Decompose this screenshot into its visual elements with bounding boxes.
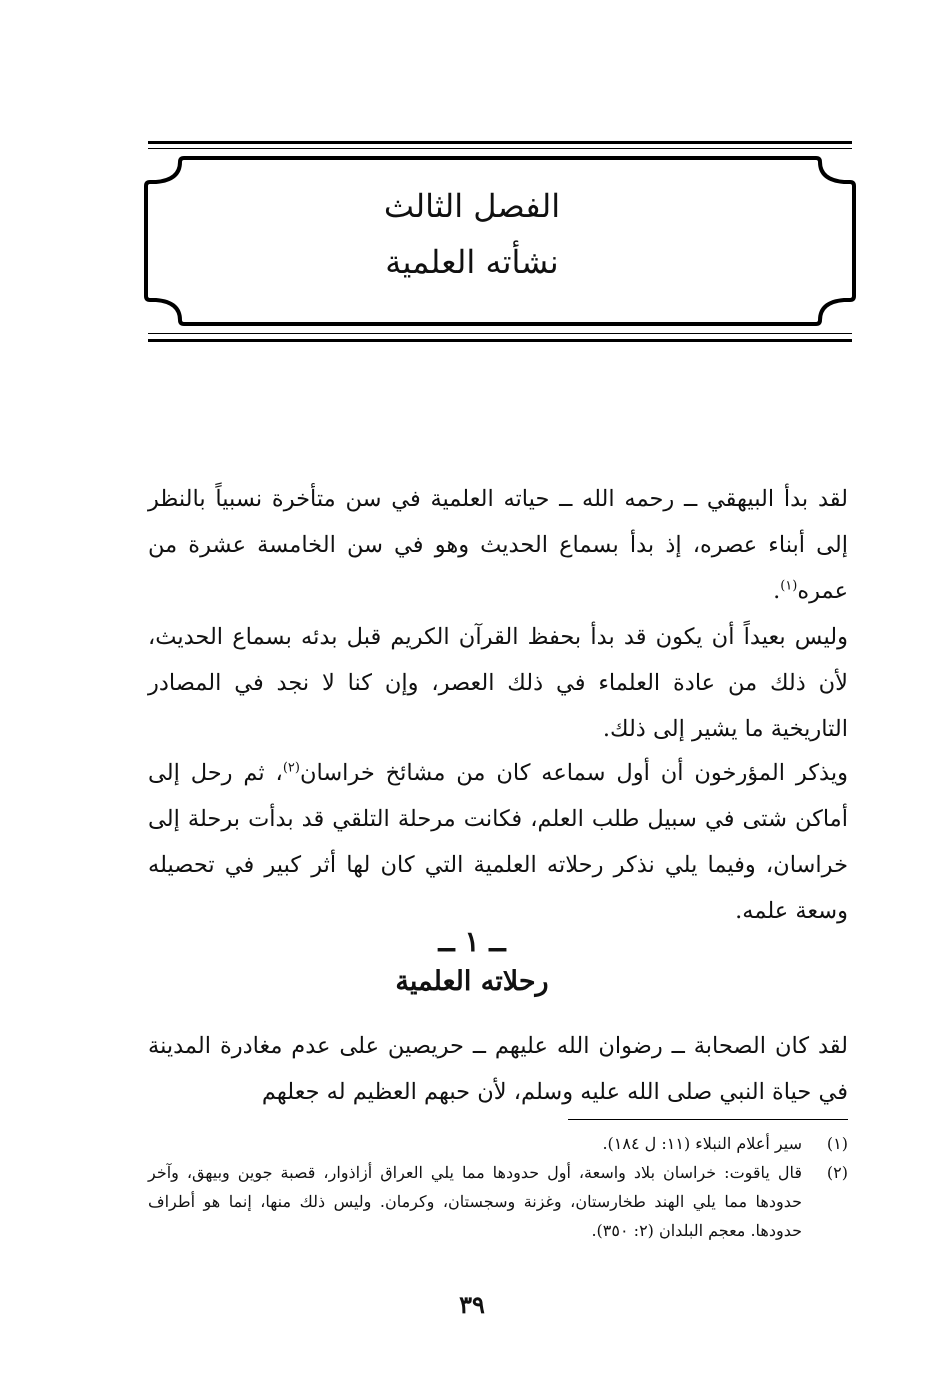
footnote-ref-2[interactable]: (٢)	[282, 760, 300, 776]
paragraph-2-text: وليس بعيداً أن يكون قد بدأ بحفظ القرآن الكريم قبل بدئه بسماع الحديث، لأن ذلك من عادة العلماء في ذلك العصر، وإن كنا لا نجد في المصادر التاريخية ما يشير إلى ذلك.	[148, 624, 848, 742]
paragraph-4-text: لقد كان الصحابة ــ رضوان الله عليهم ــ حريصين على عدم مغادرة المدينة في حياة النبي صلى الله عليه وسلم، لأن حبهم العظيم له جعلهم	[148, 1033, 848, 1105]
footnote-1	[148, 1129, 848, 1158]
chapter-label: الفصل الثالث	[383, 187, 561, 225]
header-rule-top-inner	[148, 148, 852, 149]
footnote-number: (٢)	[826, 1163, 848, 1182]
page-number: ٣٩	[459, 1290, 485, 1319]
section-title: رحلاته العلمية	[395, 966, 549, 997]
header-rule-top-outer	[148, 141, 852, 144]
chapter-title: نشأته العلمية	[385, 243, 559, 281]
paragraph-4	[148, 1023, 848, 1115]
paragraph-1	[148, 476, 848, 614]
header-rule-bottom-inner	[148, 333, 852, 334]
footnote-number: (١)	[826, 1134, 848, 1153]
footnote-ref-1[interactable]: (١)	[780, 578, 798, 594]
header-rule-bottom-outer	[148, 339, 852, 342]
paragraph-3-rest: ، ثم رحل إلى أماكن شتى في سبيل طلب العلم، فكانت مرحلة التلقي قد بدأت برحلة إلى خراسان، وفيما يلي نذكر رحلاته العلمية التي كان لها أثر كبير في تحصيله وسعة علمه.	[148, 760, 848, 924]
paragraph-1-end: .	[773, 578, 781, 604]
footnote-text: قال ياقوت: خراسان بلاد واسعة، أول حدودها مما يلي العراق أزاذوار، قصبة جوين وبيهق، وآخر حدودها مما يلي الهند طخارستان، وغزنة وسجستان، وكرمان. وليس ذلك منها، إنما هو أطراف حدودها. معجم البلدان (٢: ٣٥٠).	[148, 1163, 803, 1240]
paragraph-2	[148, 614, 848, 752]
paragraph-3	[148, 750, 848, 934]
paragraph-1-text: لقد بدأ البيهقي ــ رحمه الله ــ حياته العلمية في سن متأخرة نسبياً بالنظر إلى أبناء عصره، إذ بدأ بسماع الحديث وهو في سن الخامسة عشرة من عمره	[148, 486, 848, 604]
paragraph-3-text: ويذكر المؤرخون أن أول سماعه كان من مشائخ خراسان	[299, 760, 848, 786]
frame-border	[144, 156, 856, 326]
section-number: ــ ١ ــ	[438, 925, 506, 958]
footnotes	[148, 1129, 848, 1245]
footnote-text: سير أعلام النبلاء (١١: ل ١٨٤).	[602, 1134, 802, 1153]
footnote-2	[148, 1158, 848, 1245]
footnote-separator	[568, 1119, 848, 1120]
chapter-title-frame	[144, 156, 856, 326]
